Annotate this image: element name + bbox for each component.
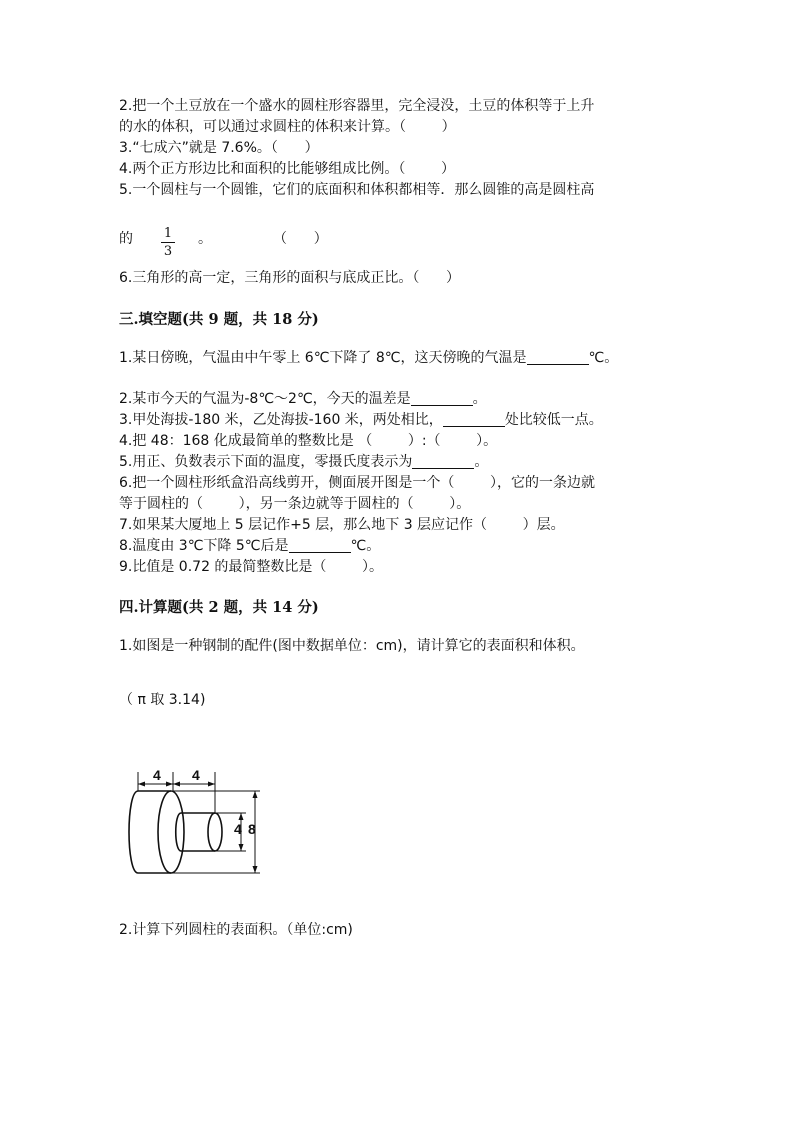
fill-question-3-text: 3.甲处海拔-180 米，乙处海拔-160 米，两处相比，: [119, 412, 443, 428]
answer-blank[interactable]: [443, 412, 505, 427]
dimension-label-left: 4: [153, 767, 161, 783]
dimension-label-inner-diameter: 4: [234, 821, 242, 837]
section-3-heading: 三.填空题(共 9 题，共 18 分): [119, 311, 319, 328]
calc-question-2: 2.计算下列圆柱的表面积。（单位:cm): [119, 922, 353, 938]
dimension-label-right: 4: [192, 767, 200, 783]
answer-blank[interactable]: [289, 538, 351, 553]
answer-blank[interactable]: [412, 454, 474, 469]
dimension-label-outer-diameter: 8: [248, 821, 256, 837]
question-2-line-2: 的水的体积，可以通过求圆柱的体积来计算。（ ）: [119, 119, 456, 135]
fill-question-1-text: 1.某日傍晚，气温由中午零上 6℃下降了 8℃，这天傍晚的气温是: [119, 350, 527, 366]
question-5-prefix: 的: [119, 231, 133, 247]
fill-question-8-unit: ℃。: [350, 538, 381, 554]
answer-blank[interactable]: [527, 350, 589, 365]
fill-question-5-text: 5.用正、负数表示下面的温度，零摄氏度表示为: [119, 454, 413, 470]
fill-question-8-text: 8.温度由 3℃下降 5℃后是: [119, 538, 289, 554]
fraction-one-third: [161, 226, 175, 259]
fill-question-2-text: 2.某市今天的气温为-8℃～2℃，今天的温差是: [119, 391, 411, 407]
fill-question-2-end: 。: [472, 391, 487, 407]
fraction-bar: [161, 242, 175, 243]
question-3: 3.“七成六”就是 7.6%。（ ）: [119, 140, 319, 156]
fraction-denominator: 3: [163, 244, 173, 259]
fill-question-9: 9.比值是 0.72 的最简整数比是（ ）。: [119, 559, 384, 575]
fill-question-7: 7.如果某大厦地上 5 层记作+5 层，那么地下 3 层应记作（ ）层。: [119, 517, 565, 533]
fill-question-3: [119, 410, 603, 430]
fill-question-1: [119, 348, 618, 368]
fill-question-8: [119, 536, 380, 556]
question-5-suffix: 。: [198, 231, 212, 247]
fill-question-5-end: 。: [474, 454, 489, 470]
question-5-line-1: 5.一个圆柱与一个圆锥，它们的底面积和体积都相等．那么圆锥的高是圆柱高: [119, 182, 595, 198]
fill-question-1-unit: ℃。: [588, 350, 619, 366]
question-2-line-1: 2.把一个土豆放在一个盛水的圆柱形容器里，完全浸没，土豆的体积等于上升: [119, 98, 595, 114]
question-5-answer-paren: （ ）: [273, 231, 328, 247]
fill-question-3-end: 处比较低一点。: [504, 412, 603, 428]
question-6: 6.三角形的高一定，三角形的面积与底成正比。（ ）: [119, 270, 461, 286]
section-4-heading: 四.计算题(共 2 题，共 14 分): [119, 599, 319, 616]
fill-question-6-line-1: 6.把一个圆柱形纸盒沿高线剪开，侧面展开图是一个（ ），它的一条边就: [119, 475, 595, 491]
calc-question-1: 1.如图是一种钢制的配件(图中数据单位：cm)，请计算它的表面积和体积。: [119, 638, 585, 654]
answer-blank[interactable]: [411, 391, 473, 406]
fill-question-2: [119, 389, 487, 409]
fill-question-5: [119, 452, 488, 472]
calc-question-1-pi-note: （ π 取 3.14): [119, 692, 206, 708]
question-4: 4.两个正方形边比和面积的比能够组成比例。（ ）: [119, 161, 455, 177]
fill-question-6-line-2: 等于圆柱的（ ），另一条边就等于圆柱的（ ）。: [119, 496, 471, 512]
fill-question-4: 4.把 48：168 化成最简单的整数比是 （ ）:（ ）。: [119, 433, 498, 449]
fraction-numerator: 1: [163, 226, 173, 241]
